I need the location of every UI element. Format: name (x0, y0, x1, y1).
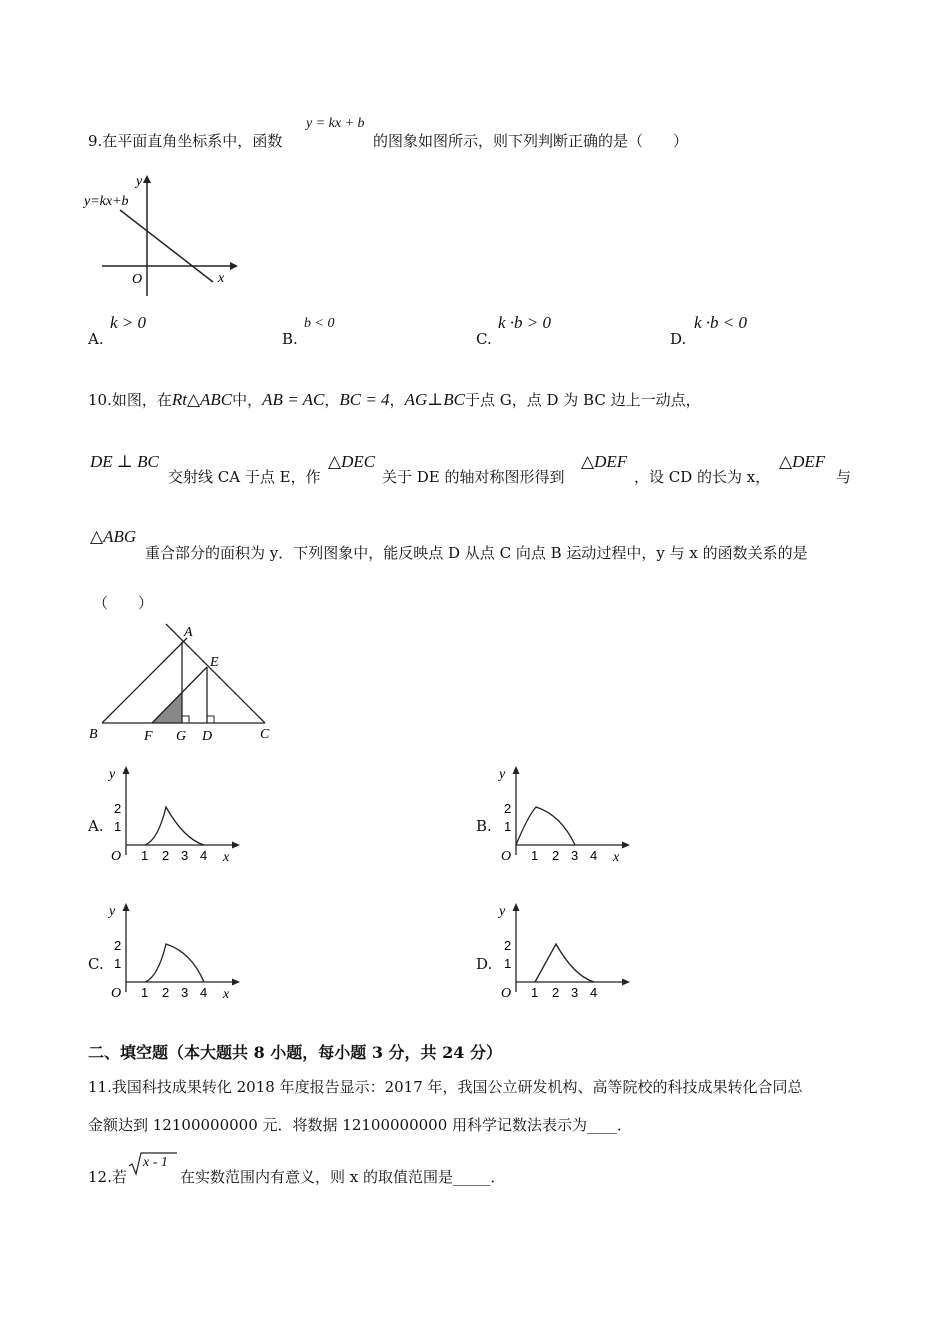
svg-text:4: 4 (200, 985, 208, 1000)
svg-text:3: 3 (571, 985, 579, 1000)
q9-x-arrow (230, 262, 238, 270)
q9-origin-label: O (132, 272, 143, 287)
q10-line2-text4: 与 (836, 468, 852, 486)
q9-option-d-expr: k ·b < 0 (694, 313, 748, 332)
curve (145, 807, 204, 845)
svg-text:2: 2 (552, 985, 560, 1000)
svg-text:y: y (499, 904, 506, 919)
label-f: F (144, 729, 153, 744)
curve (145, 944, 204, 982)
label-c: C (260, 727, 270, 742)
svg-text:4: 4 (590, 985, 598, 1000)
q10-option-c-letter: C. (88, 955, 104, 973)
q11-line2: 金额达到 12100000000 元．将数据 12100000000 用科学记数法表示为____． (88, 1116, 633, 1134)
label-b: B (89, 727, 98, 742)
q11-line1: 11.我国科技成果转化 2018 年度报告显示：2017 年，我国公立研发机构、高等院校的科技成果转化合同总 (88, 1078, 803, 1096)
q9-stem-prefix: 9.在平面直角坐标系中，函数 (88, 132, 283, 150)
label-g: G (176, 729, 187, 744)
svg-text:4: 4 (200, 848, 208, 863)
svg-text:x: x (223, 987, 230, 1002)
q10-answer-paren: （ ） (93, 594, 154, 612)
svg-text:1: 1 (141, 985, 149, 1000)
right-angle-g (182, 716, 189, 723)
q10-line2-text2: 关于 DE 的轴对称图形得到 (382, 468, 565, 486)
q10-line2-de-perp-bc: DE ⊥ BC (90, 452, 159, 471)
q10-option-a-graph (105, 760, 245, 865)
q10-option-d-letter: D. (476, 955, 493, 973)
q9-y-label: y (136, 174, 143, 189)
q12-prefix: 12.若 (88, 1168, 127, 1186)
svg-text:3: 3 (181, 848, 189, 863)
label-d: D (202, 729, 213, 744)
q10-option-b-graph (495, 760, 635, 865)
q10-option-d-graph (495, 897, 635, 1002)
q10-line3-tri-abg: △ABG (90, 527, 137, 546)
q9-y-arrow (143, 175, 151, 183)
curve (535, 944, 594, 982)
q10-option-b-letter: B. (476, 817, 492, 835)
svg-text:3: 3 (181, 985, 189, 1000)
label-e: E (210, 655, 219, 670)
svg-text:1: 1 (114, 819, 122, 834)
q10-line3-text: 重合部分的面积为 y．下列图象中，能反映点 D 从点 C 向点 B 运动过程中，y 与 x 的函数关系的是 (145, 544, 808, 562)
q9-option-b-letter: B. (282, 330, 298, 348)
q10-option-c-graph (105, 897, 245, 1002)
q10-line2-tri-dec: △DEC (328, 452, 376, 471)
svg-text:x: x (613, 850, 620, 865)
q12-radicand: x - 1 (143, 1155, 168, 1170)
q9-option-b-expr: b < 0 (304, 316, 335, 331)
q9-option-a-expr: k > 0 (110, 313, 147, 332)
q9-line-label: y=kx+b (84, 194, 129, 209)
q9-option-c-expr: k ·b > 0 (498, 313, 552, 332)
q10-line2-text1: 交射线 CA 于点 E，作 (168, 468, 321, 486)
section-2-title: 二、填空题（本大题共 8 小题，每小题 3 分，共 24 分） (88, 1043, 502, 1062)
svg-text:2: 2 (504, 801, 512, 816)
svg-text:O: O (501, 849, 512, 864)
svg-text:1: 1 (504, 819, 512, 834)
q10-line2-text3: ，设 CD 的长为 x， (634, 468, 771, 486)
q9-formula: y = kx + b (306, 116, 365, 131)
q10-line1: 10.如图，在Rt△ABC中，AB = AC，BC = 4，AG⊥BC于点 G，点 D 为 BC 边上一动点， (88, 390, 701, 409)
svg-text:1: 1 (531, 985, 539, 1000)
svg-text:3: 3 (571, 848, 579, 863)
svg-text:O: O (501, 986, 512, 1001)
q10-option-a-letter: A. (88, 817, 104, 835)
svg-text:O: O (111, 849, 122, 864)
q10-line2-tri-def-1: △DEF (581, 452, 628, 471)
svg-text:2: 2 (504, 938, 512, 953)
q9-x-label: x (218, 271, 225, 286)
svg-text:1: 1 (531, 848, 539, 863)
q9-graph (80, 170, 240, 305)
label-a: A (184, 625, 193, 640)
q10-triangle-figure (80, 620, 290, 745)
q10-line2-tri-def-2: △DEF (779, 452, 826, 471)
svg-text:O: O (111, 986, 122, 1001)
svg-text:2: 2 (114, 938, 122, 953)
svg-text:x: x (223, 850, 230, 865)
q9-option-c-letter: C. (476, 330, 492, 348)
svg-text:4: 4 (590, 848, 598, 863)
svg-text:y: y (109, 767, 116, 782)
svg-text:1: 1 (114, 956, 122, 971)
svg-text:2: 2 (114, 801, 122, 816)
svg-text:2: 2 (552, 848, 560, 863)
q9-stem-suffix: 的图象如图所示，则下列判断正确的是（ ） (373, 132, 689, 150)
curve (516, 807, 575, 845)
svg-text:y: y (499, 767, 506, 782)
right-angle-d (207, 716, 214, 723)
svg-text:2: 2 (162, 848, 170, 863)
svg-text:1: 1 (504, 956, 512, 971)
q9-option-a-letter: A. (88, 330, 104, 348)
q12-suffix: 在实数范围内有意义，则 x 的取值范围是_____． (180, 1168, 506, 1186)
q9-option-d-letter: D. (670, 330, 687, 348)
svg-text:y: y (109, 904, 116, 919)
svg-text:2: 2 (162, 985, 170, 1000)
svg-text:1: 1 (141, 848, 149, 863)
